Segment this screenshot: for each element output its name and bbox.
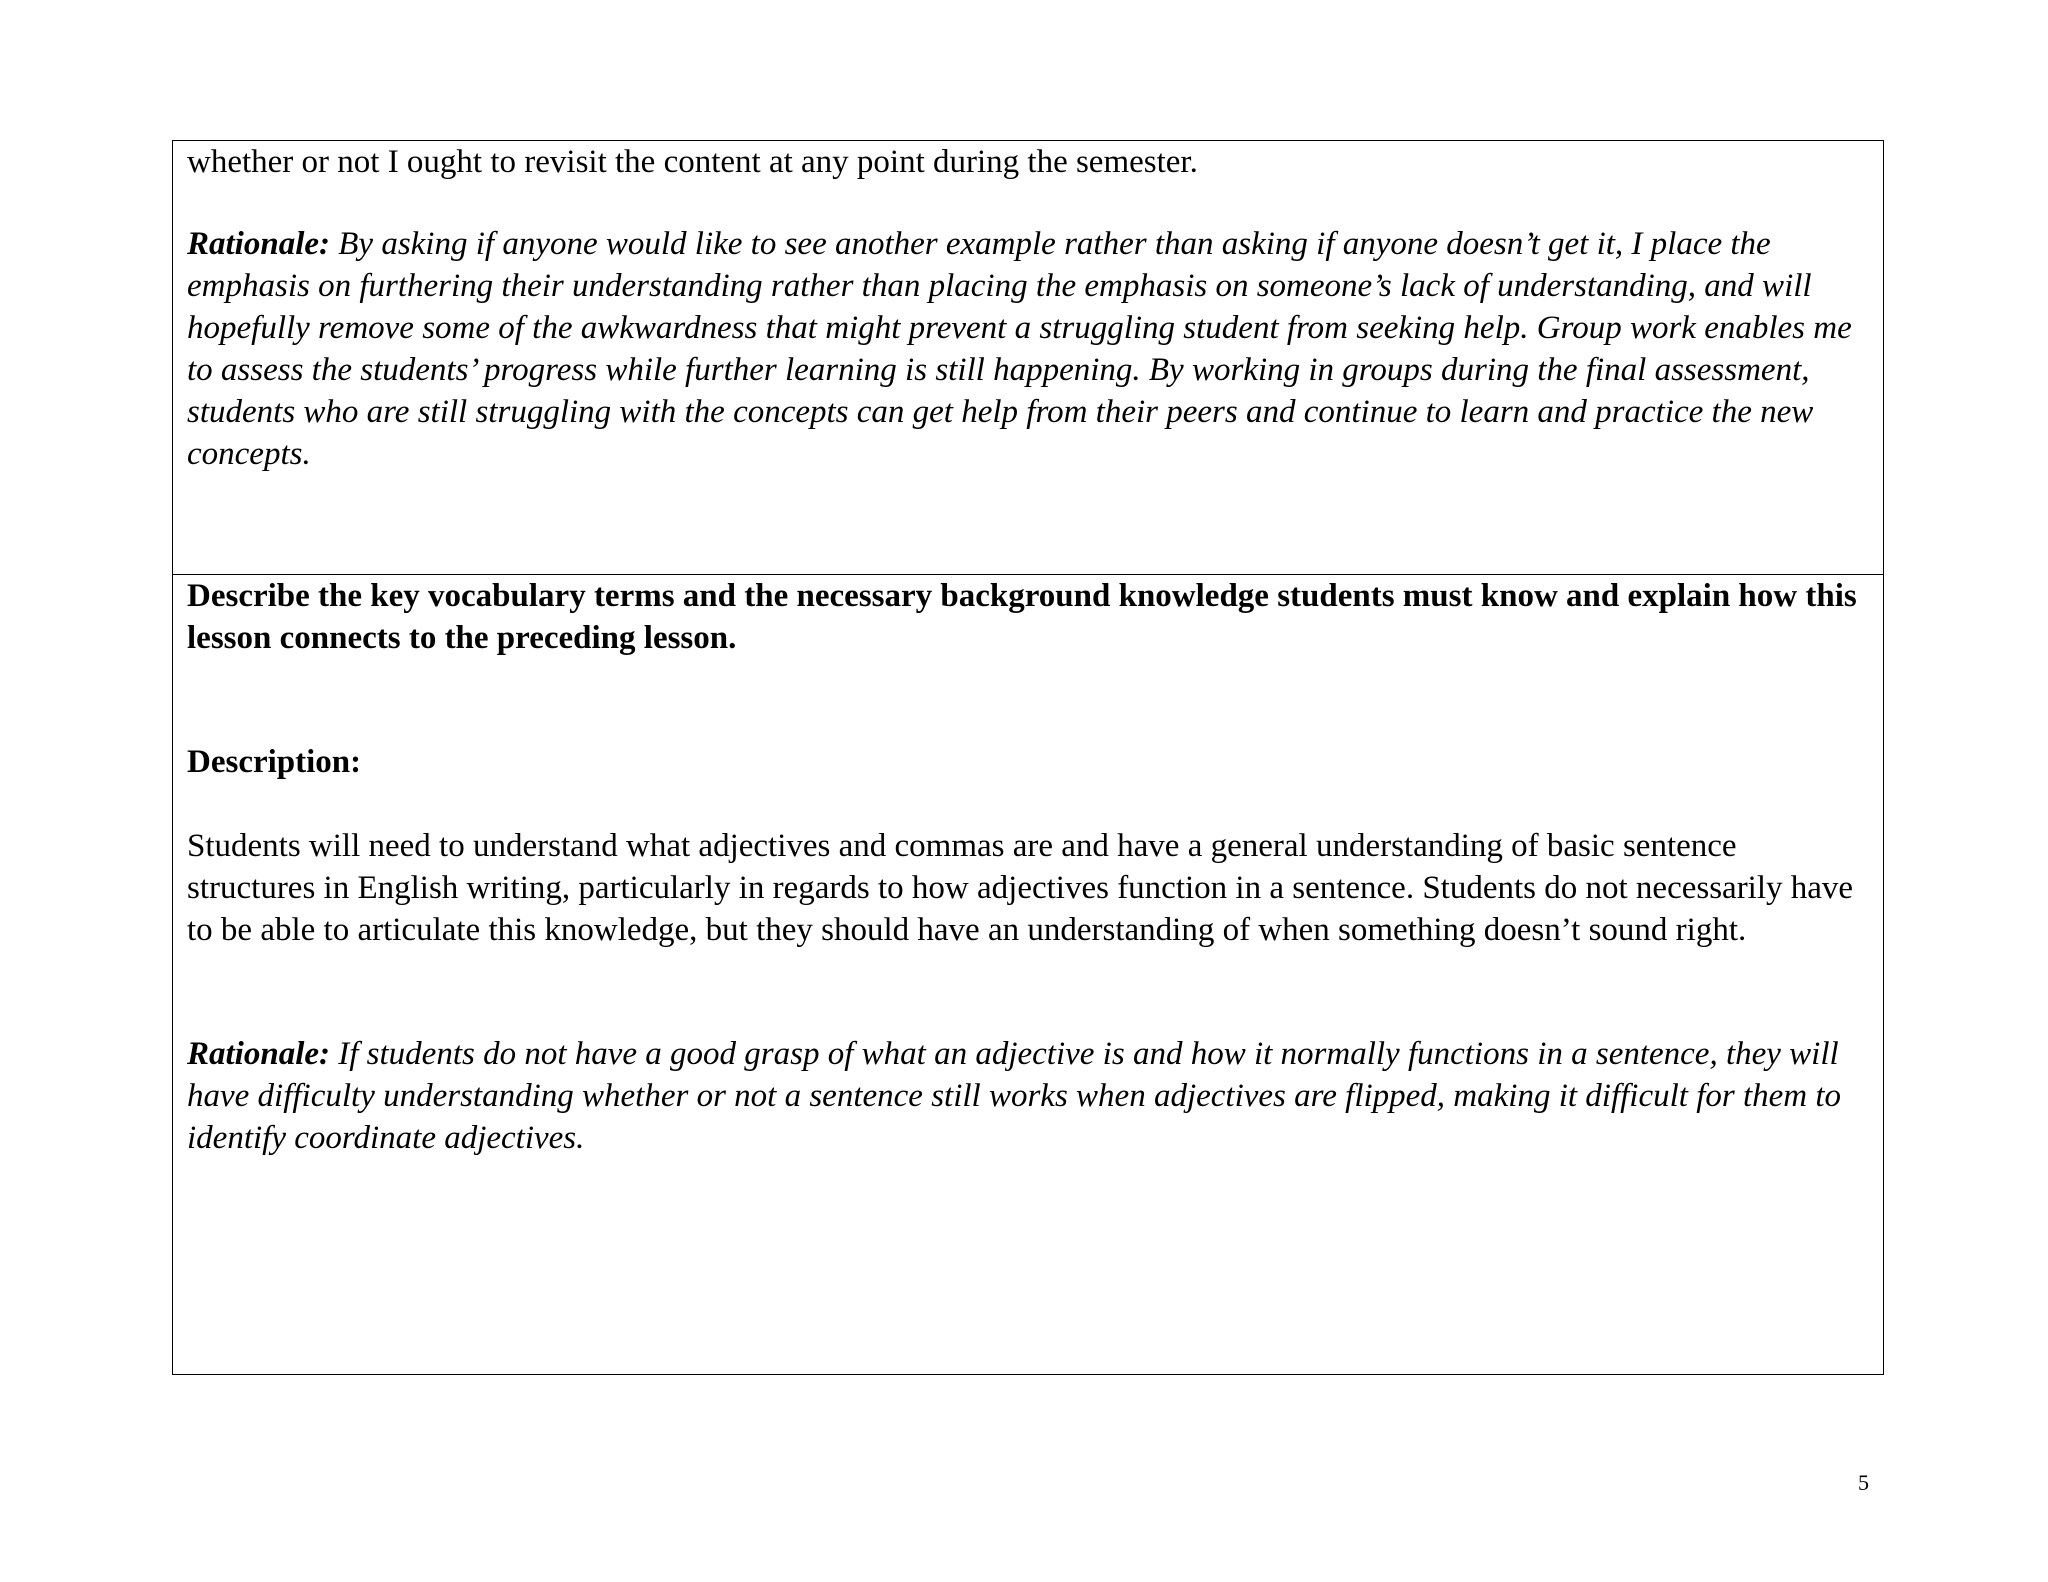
vocabulary-background-cell — [173, 575, 1883, 1374]
rationale-text: By asking if anyone would like to see another example rather than asking if anyone doesn’t get it, I place the emphasis on furthering their understanding rather than placing the emphasis on someone’s lack of understanding, and will hopefully remove some of the awkwardness that might prevent a struggling student from seeking help. Group work enables me to assess the students’ progress while further learning is still happening. By working in groups during the final assessment, students who are still struggling with the concepts can get help from their peers and continue to learn and practice the new concepts. — [187, 226, 1852, 472]
description-label: Description: — [187, 744, 362, 780]
rationale-continuation-cell — [173, 141, 1883, 575]
continuation-text: whether or not I ought to revisit the content at any point during the semester. — [187, 144, 1198, 180]
rationale-label: Rationale: — [187, 226, 331, 262]
description-text: Students will need to understand what adjectives and commas are and have a general understanding of basic sentence structures in English writing, particularly in regards to how adjectives function in a sentence. Students do not necessarily have to be able to articulate this knowledge, but they should have an understanding of when something doesn’t sound right. — [187, 828, 1854, 948]
rationale-label: Rationale: — [187, 1036, 331, 1072]
rationale-text: If students do not have a good grasp of what an adjective is and how it normally functions in a sentence, they will have difficulty understanding whether or not a sentence still works when adjectives are flipped, making it difficult for them to identify coordinate adjectives. — [187, 1036, 1842, 1156]
rationale-paragraph — [187, 223, 1857, 475]
rationale-paragraph — [187, 1033, 1857, 1159]
page-number: 5 — [1858, 1470, 1869, 1495]
lesson-plan-table — [172, 140, 1884, 1375]
section-prompt: Describe the key vocabulary terms and the necessary background knowledge students must know and explain how this lesson connects to the preceding lesson. — [187, 578, 1857, 656]
